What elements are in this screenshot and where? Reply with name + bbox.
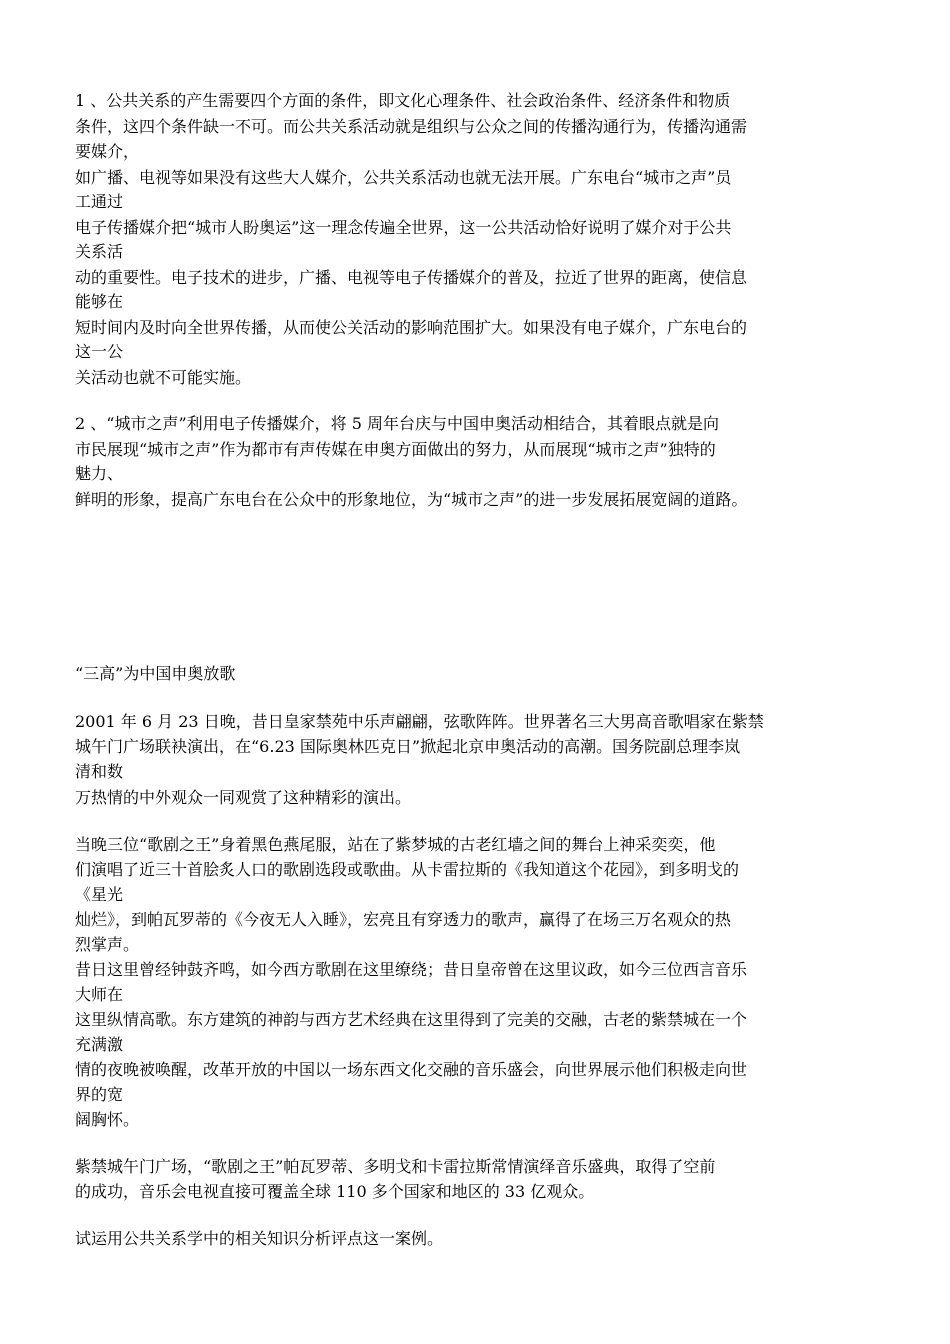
section1-line: 能够在 (75, 292, 124, 311)
para3-line: 的成功，音乐会电视直接可覆盖全球 110 多个国家和地区的 33 亿观众。 (75, 1182, 595, 1201)
para1-line: 清和数 (75, 762, 124, 781)
section1-line: 短时间内及时向全世界传播，从而使公关活动的影响范围扩大。如果没有电子媒介，广东电台的 (75, 318, 748, 337)
section1-line: 关系活 (75, 242, 124, 261)
para2-line: 阔胸怀。 (75, 1110, 140, 1129)
section1-line: 如广播、电视等如果没有这些大人媒介，公共关系活动也就无法开展。广东电台“城市之声”员 (75, 168, 732, 187)
para3-line: 紫禁城午门广场，“歌剧之王”帕瓦罗蒂、多明戈和卡雷拉斯常情演绎音乐盛典，取得了空前 (75, 1157, 716, 1176)
para2-line: 情的夜晚被唤醒，改革开放的中国以一场东西文化交融的音乐盛会，向世界展示他们积极走向世 (75, 1060, 748, 1079)
section1-line: 电子传播媒介把“城市人盼奥运”这一理念传遍全世界，这一公共活动恰好说明了媒介对于公共 (75, 218, 732, 237)
para2-line: 们演唱了近三十首脍炙人口的歌剧选段或歌曲。从卡雷拉斯的《我知道这个花园》，到多明戈的 (75, 860, 740, 879)
para2-line: 这里纵情高歌。东方建筑的神韵与西方艺术经典在这里得到了完美的交融，古老的紫禁城在一个 (75, 1010, 748, 1029)
question-text: 试运用公共关系学中的相关知识分析评点这一案例。 (75, 1229, 444, 1248)
para2-line: 当晚三位“歌剧之王”身着黑色燕尾服，站在了紫梦城的古老红墙之间的舞台上神采奕奕，他 (75, 835, 716, 854)
para2-line: 烈掌声。 (75, 935, 140, 954)
section2-line: 魅力、 (75, 464, 124, 483)
para1-line: 城午门广场联袂演出，在“6.23 国际奥林匹克日”掀起北京申奥活动的高潮。国务院副总理李岚 (75, 737, 741, 756)
section1-line: 要媒介， (75, 142, 140, 161)
para2-line: 充满激 (75, 1035, 124, 1054)
section1-line: 工通过 (75, 192, 124, 211)
section1-line: 条件，这四个条件缺一不可。而公共关系活动就是组织与公众之间的传播沟通行为，传播沟通需 (75, 117, 748, 136)
section1-line: 关活动也就不可能实施。 (75, 368, 252, 387)
para2-line: 灿烂》，到帕瓦罗蒂的《今夜无人入睡》，宏亮且有穿透力的歌声，赢得了在场三万名观众的热 (75, 910, 732, 929)
section1-line: 1 、公共关系的产生需要四个方面的条件，即文化心理条件、社会政治条件、经济条件和物质 (75, 91, 731, 110)
section1-line: 这一公 (75, 342, 124, 361)
section2-line: 鲜明的形象，提高广东电台在公众中的形象地位，为“城市之声”的进一步发展拓展宽阔的道路。 (75, 490, 748, 509)
para2-line: 昔日这里曾经钟鼓齐鸣，如今西方歌剧在这里缭绕；昔日皇帝曾在这里议政，如今三位西言音乐 (75, 960, 748, 979)
section2-line: 2 、“城市之声”利用电子传播媒介，将 5 周年台庆与中国申奥活动相结合，其着眼点就是向 (75, 414, 719, 433)
para2-line: 界的宽 (75, 1085, 124, 1104)
section2-line: 市民展现“城市之声”作为都市有声传媒在申奥方面做出的努力，从而展现“城市之声”独特的 (75, 440, 716, 459)
para2-line: 大师在 (75, 985, 124, 1004)
para1-line: 2001 年 6 月 23 日晚，昔日皇家禁苑中乐声翩翩，弦歌阵阵。世界著名三大男高音歌唱家在紫禁 (75, 712, 764, 731)
section1-line: 动的重要性。电子技术的进步，广播、电视等电子传播媒介的普及，拉近了世界的距离，使信息 (75, 268, 748, 287)
para1-line: 万热情的中外观众一同观赏了这种精彩的演出。 (75, 788, 412, 807)
para2-line: 《星光 (75, 885, 124, 904)
case-title: “三高”为中国申奥放歌 (75, 664, 236, 683)
